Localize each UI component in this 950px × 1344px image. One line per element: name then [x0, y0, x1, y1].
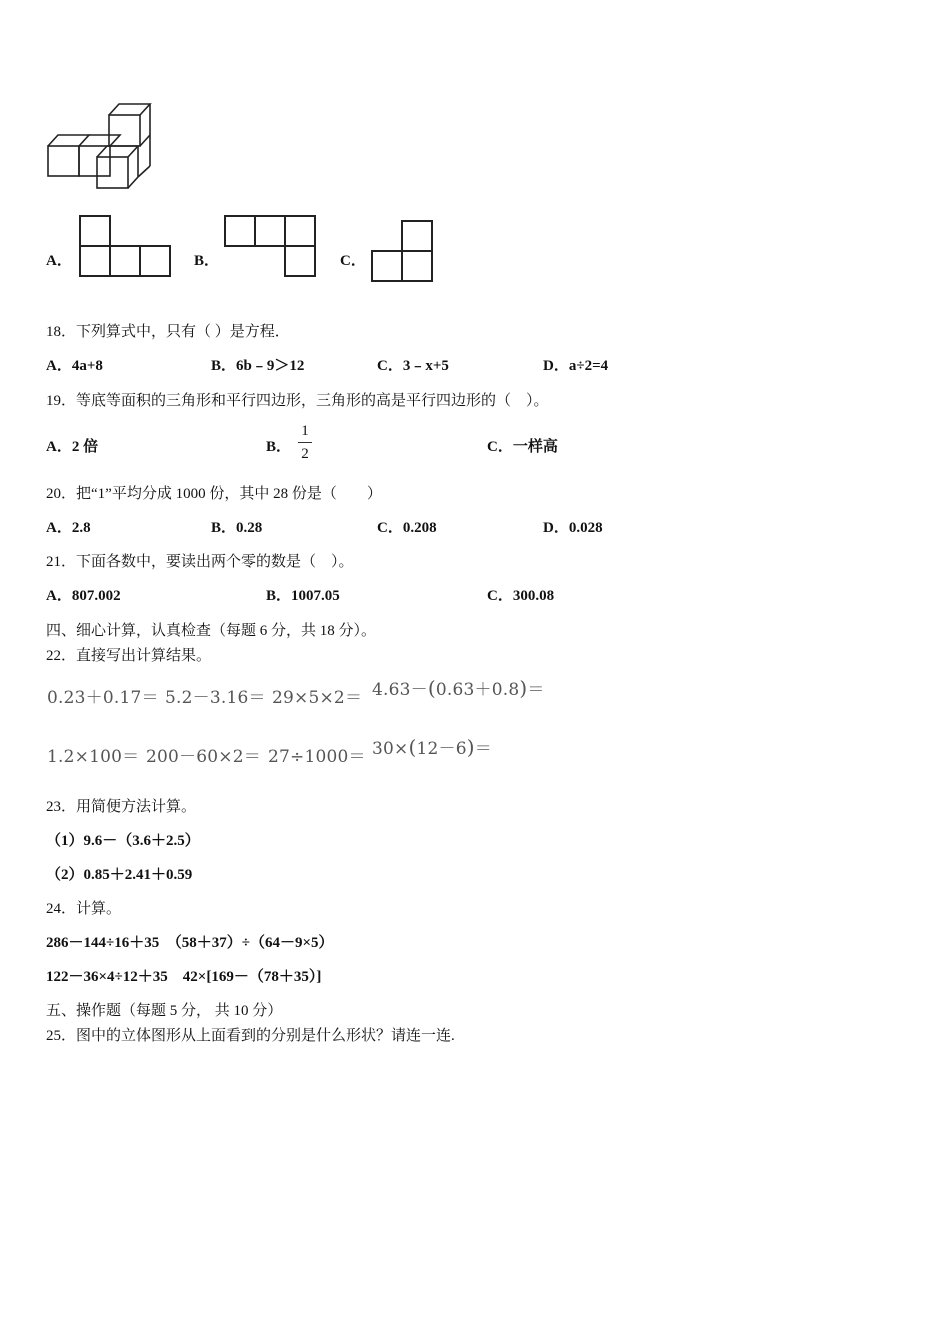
fraction-numerator: 1 — [301, 423, 309, 439]
open-paren: ( — [427, 676, 436, 700]
q19-option-c: C．一样高 — [487, 439, 558, 455]
q17-option-a-shape — [78, 214, 178, 284]
q25-stem: 25．图中的立体图形从上面看到的分别是什么形状？请连一连. — [46, 1028, 455, 1044]
q24-line-2: 122－36×4÷12＋35 42×[169－（78＋35）] — [46, 969, 322, 985]
q17-option-b-shape — [223, 214, 323, 284]
q20-option-b: B．0.28 — [211, 520, 263, 536]
q18-option-a: A．4a+8 — [46, 358, 103, 374]
fraction-bar — [298, 442, 312, 443]
expr-part: 0.63＋0.8 — [435, 680, 520, 700]
q22-stem: 22．直接写出计算结果。 — [46, 648, 212, 664]
expr-part: 30× — [372, 739, 409, 759]
q19-option-b-label: B． — [266, 439, 292, 455]
q21-option-a: A．807.002 — [46, 588, 121, 604]
q23-item-1: （1）9.6－（3.6＋2.5） — [46, 833, 200, 849]
q18-option-b: B．6b﹣9＞12 — [211, 358, 305, 374]
expr-part: ＝ — [474, 739, 492, 759]
q20-option-a: A．2.8 — [46, 520, 91, 536]
expr-part: 12－6 — [416, 739, 467, 759]
fraction-denominator: 2 — [301, 446, 309, 462]
q22-expr-3: 29×5×2＝ — [272, 688, 363, 708]
q24-line-1: 286－144÷16＋35 （58＋37）÷（64－9×5） — [46, 935, 334, 951]
q23-item-2: （2）0.85＋2.41＋0.59 — [46, 867, 193, 883]
q20-option-c: C．0.208 — [377, 520, 437, 536]
q18-option-d: D．a÷2=4 — [543, 358, 609, 374]
open-paren: ( — [408, 735, 417, 759]
q17-option-c-label: C． — [340, 253, 366, 269]
close-paren: ) — [519, 676, 528, 700]
q22-expr-8 — [372, 734, 492, 759]
q20-option-d: D．0.028 — [543, 520, 603, 536]
q22-expr-5: 1.2×100＝ — [47, 747, 140, 767]
q17-option-c-shape — [370, 219, 440, 289]
q20-stem: 20．把“1”平均分成 1000 份，其中 28 份是（ ） — [46, 486, 382, 502]
q17-option-b-label: B． — [194, 253, 220, 269]
q18-option-c: C．3﹣x+5 — [377, 358, 449, 374]
q21-option-b: B．1007.05 — [266, 588, 340, 604]
expr-part: ＝ — [527, 680, 545, 700]
q22-expr-2: 5.2－3.16＝ — [165, 688, 266, 708]
section-4-heading: 四、细心计算，认真检查（每题 6 分，共 18 分）。 — [46, 623, 377, 639]
q22-expr-1: 0.23＋0.17＝ — [47, 688, 159, 708]
q21-option-c: C．300.08 — [487, 588, 555, 604]
q22-expr-7: 27÷1000＝ — [268, 747, 366, 767]
q22-expr-4 — [372, 675, 545, 700]
q23-stem: 23．用简便方法计算。 — [46, 799, 197, 815]
q18-stem: 18．下列算式中，只有（ ）是方程． — [46, 324, 290, 340]
q19-option-b-fraction — [298, 422, 312, 463]
q19-option-a: A．2 倍 — [46, 439, 99, 455]
q22-expr-6: 200－60×2＝ — [146, 747, 261, 767]
expr-part: 4.63－ — [372, 680, 428, 700]
close-paren: ) — [466, 735, 475, 759]
q24-stem: 24．计算。 — [46, 901, 122, 917]
q17-option-a-label: A． — [46, 253, 72, 269]
section-5-heading: 五、操作题（每题 5 分， 共 10 分） — [46, 1003, 283, 1019]
q19-stem: 19．等底等面积的三角形和平行四边形，三角形的高是平行四边形的（ ）。 — [46, 393, 549, 409]
q21-stem: 21．下面各数中，要读出两个零的数是（ ）。 — [46, 554, 354, 570]
